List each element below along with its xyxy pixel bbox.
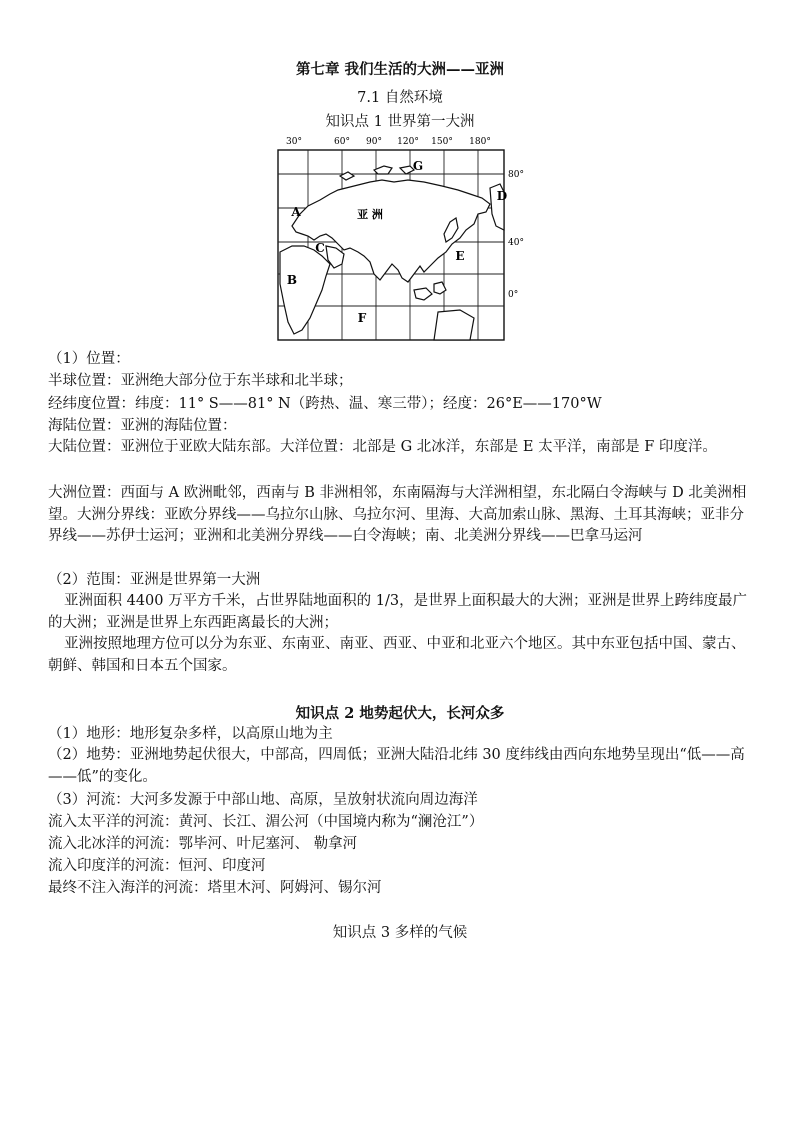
- land-sea-position: 海陆位置：亚洲的海陆位置：: [48, 418, 237, 434]
- region-label-d: D: [496, 189, 508, 203]
- regions-paragraph: 亚洲按照地理方位可以分为东亚、东南亚、南亚、西亚、中亚和北亚六个地区。其中东亚包括中国、蒙古、朝鲜、韩国和日本五个国家。: [48, 636, 746, 674]
- rivers-inland: 最终不注入海洋的河流：塔里木河、阿姆河、锡尔河: [48, 880, 382, 896]
- area-paragraph: 亚洲面积 4400 万平方千米，占世界陆地面积的 1/3，是世界上面积最大的大洲；亚洲是世界上跨纬度最广的大洲；亚洲是世界上东西距离最长的大洲；: [48, 593, 748, 631]
- lon-label: 150°: [431, 137, 453, 147]
- rivers-indian: 流入印度洋的河流：恒河、印度河: [48, 858, 266, 874]
- knowledge-point-1-title: 知识点 1 世界第一大洲: [325, 114, 475, 130]
- lat-label: 80°: [508, 170, 524, 180]
- lon-label: 180°: [469, 137, 491, 147]
- knowledge-point-3-title: 知识点 3 多样的气候: [332, 925, 468, 941]
- asia-location-map: [274, 134, 530, 344]
- map-svg: [274, 134, 530, 344]
- rivers-heading: （3）河流：大河多发源于中部山地、高原，呈放射状流向周边海洋: [48, 792, 478, 808]
- lon-label: 120°: [397, 137, 419, 147]
- rivers-arctic: 流入北冰洋的河流：鄂毕河、叶尼塞河、 勒拿河: [48, 836, 358, 852]
- region-label-b: B: [286, 273, 298, 287]
- lat-label: 0°: [508, 290, 519, 300]
- rivers-pacific: 流入太平洋的河流：黄河、长江、湄公河（中国境内称为“澜沧江”）: [48, 814, 484, 830]
- elevation-paragraph: （2）地势：亚洲地势起伏很大，中部高，四周低；亚洲大陆沿北纬 30 度纬线由西向东地势呈现出“低——高——低”的变化。: [48, 747, 745, 785]
- lon-label: 60°: [334, 137, 350, 147]
- lat-lon-position: 经纬度位置：纬度：11° S——81° N（跨热、温、寒三带）；经度：26°E——170°W: [48, 396, 602, 412]
- scope-heading: （2）范围：亚洲是世界第一大洲: [48, 572, 261, 588]
- lon-label: 90°: [366, 137, 382, 147]
- continent-position-paragraph: 大洲位置：西面与 A 欧洲毗邻，西南与 B 非洲相邻，东南隔海与大洋洲相望，东北隔白令海峡与 D 北美洲相望。大洲分界线：亚欧分界线——乌拉尔山脉、乌拉尔河、里海、大高加索山脉、黑海、土耳其海峡；亚非分界线——苏伊士运河；亚洲和北美洲分界线——白令海峡；南、北美洲分界线——巴拿马运河: [48, 485, 747, 544]
- region-label-asia: 亚 洲: [357, 208, 383, 221]
- region-label-c: C: [315, 241, 325, 255]
- lat-label: 40°: [508, 238, 524, 248]
- chapter-title: 第七章 我们生活的大洲——亚洲: [295, 61, 505, 78]
- region-label-f: F: [357, 311, 367, 325]
- knowledge-point-2-title: 知识点 2 地势起伏大，长河众多: [295, 705, 505, 722]
- region-label-a: A: [291, 205, 301, 219]
- region-label-e: E: [455, 249, 465, 263]
- section-title: 7.1 自然环境: [357, 90, 443, 106]
- lon-label: 30°: [286, 137, 302, 147]
- landmass: [280, 166, 504, 340]
- position-heading: （1）位置：: [48, 351, 130, 367]
- hemisphere-position: 半球位置：亚洲绝大部分位于东半球和北半球；: [48, 373, 353, 389]
- ocean-position-paragraph: 大陆位置：亚洲位于亚欧大陆东部。大洋位置：北部是 G 北冰洋，东部是 E 太平洋，南部是 F 印度洋。: [48, 439, 717, 455]
- terrain-line: （1）地形：地形复杂多样，以高原山地为主: [48, 726, 333, 742]
- region-label-g: G: [412, 159, 424, 173]
